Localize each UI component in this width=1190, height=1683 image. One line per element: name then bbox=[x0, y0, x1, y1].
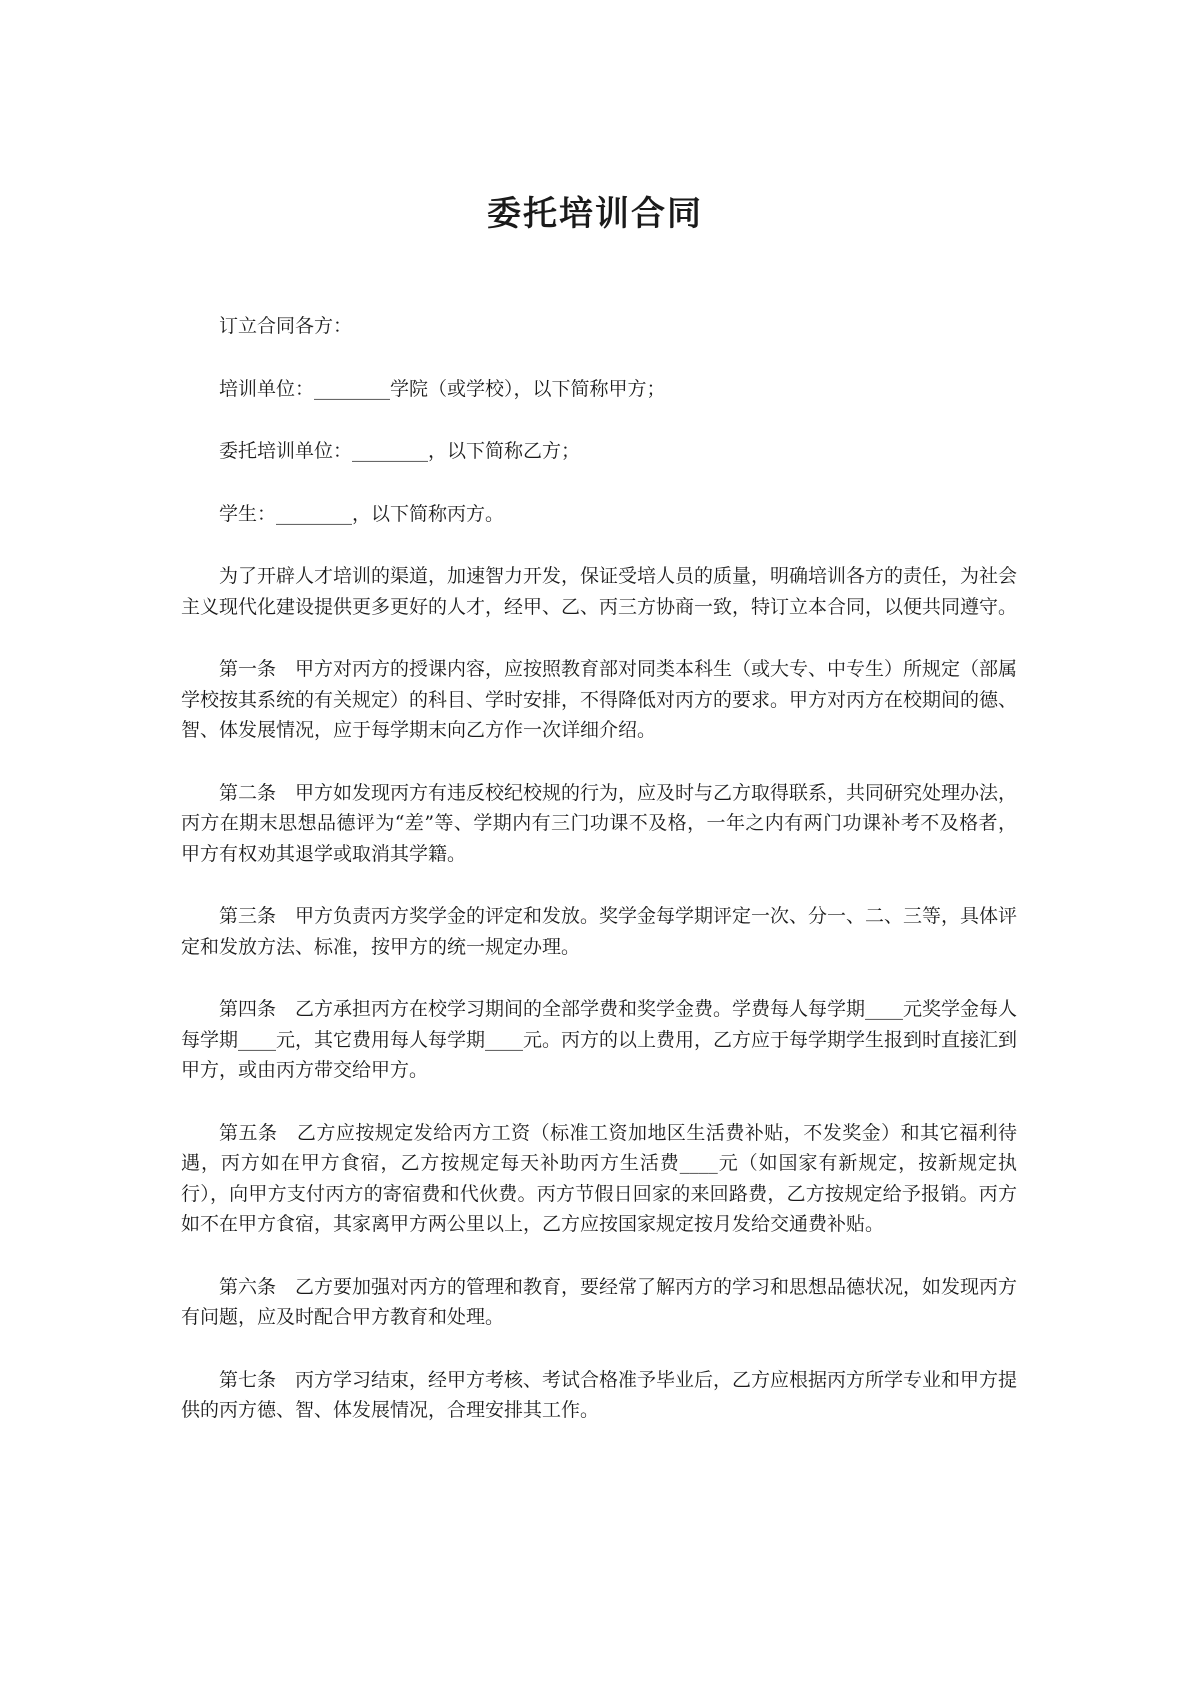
article-6: 第六条 乙方要加强对丙方的管理和教育，要经常了解丙方的学习和思想品德状况，如发现丙方有问题，应及时配合甲方教育和处理。 bbox=[181, 1275, 1018, 1328]
article-7: 第七条 丙方学习结束，经甲方考核、考试合格准予毕业后，乙方应根据丙方所学专业和甲方提供的丙方德、智、体发展情况，合理安排其工作。 bbox=[181, 1368, 1018, 1421]
article-2: 第二条 甲方如发现丙方有违反校纪校规的行为，应及时与乙方取得联系，共同研究处理办法，丙方在期末思想品德评为“差”等、学期内有三门功课不及格，一年之内有两门功课补考不及格者，甲方有权劝其退学或取消其学籍。 bbox=[181, 781, 1018, 865]
article-1: 第一条 甲方对丙方的授课内容，应按照教育部对同类本科生（或大专、中专生）所规定（部属学校按其系统的有关规定）的科目、学时安排，不得降低对丙方的要求。甲方对丙方在校期间的德、智、体发展情况，应于每学期末向乙方作一次详细介绍。 bbox=[181, 658, 1018, 741]
article-4: 第四条 乙方承担丙方在校学习期间的全部学费和奖学金费。学费每人每学期____元奖学金每人每学期____元，其它费用每人每学期____元。丙方的以上费用，乙方应于每学期学生报到时直接汇到甲方，或由丙方带交给甲方。 bbox=[181, 998, 1018, 1081]
party-a-line: 培训单位：________学院（或学校），以下简称甲方； bbox=[219, 377, 666, 400]
document-title: 委托培训合同 bbox=[487, 194, 703, 234]
article-5: 第五条 乙方应按规定发给丙方工资（标准工资加地区生活费补贴，不发奖金）和其它福利待遇，丙方如在甲方食宿，乙方按规定每天补助丙方生活费____元（如国家有新规定，按新规定执行），向甲方支付丙方的寄宿费和代伙费。丙方节假日回家的来回路费，乙方按规定给予报销。丙方如不在甲方食宿，其家离甲方两公里以上，乙方应按国家规定按月发给交通费补贴。 bbox=[181, 1121, 1017, 1235]
party-b-line: 委托培训单位：________，以下简称乙方； bbox=[219, 440, 581, 462]
article-3: 第三条 甲方负责丙方奖学金的评定和发放。奖学金每学期评定一次、分一、二、三等，具体评定和发放方法、标准，按甲方的统一规定办理。 bbox=[181, 905, 1018, 958]
parties-intro: 订立合同各方： bbox=[219, 315, 353, 337]
document-body bbox=[181, 311, 1017, 1458]
party-c-line: 学生：________，以下简称丙方。 bbox=[219, 502, 505, 525]
preamble-paragraph: 为了开辟人才培训的渠道，加速智力开发，保证受培人员的质量，明确培训各方的责任，为社会主义现代化建设提供更多更好的人才，经甲、乙、丙三方协商一致，特订立本合同，以便共同遵守。 bbox=[181, 565, 1018, 618]
